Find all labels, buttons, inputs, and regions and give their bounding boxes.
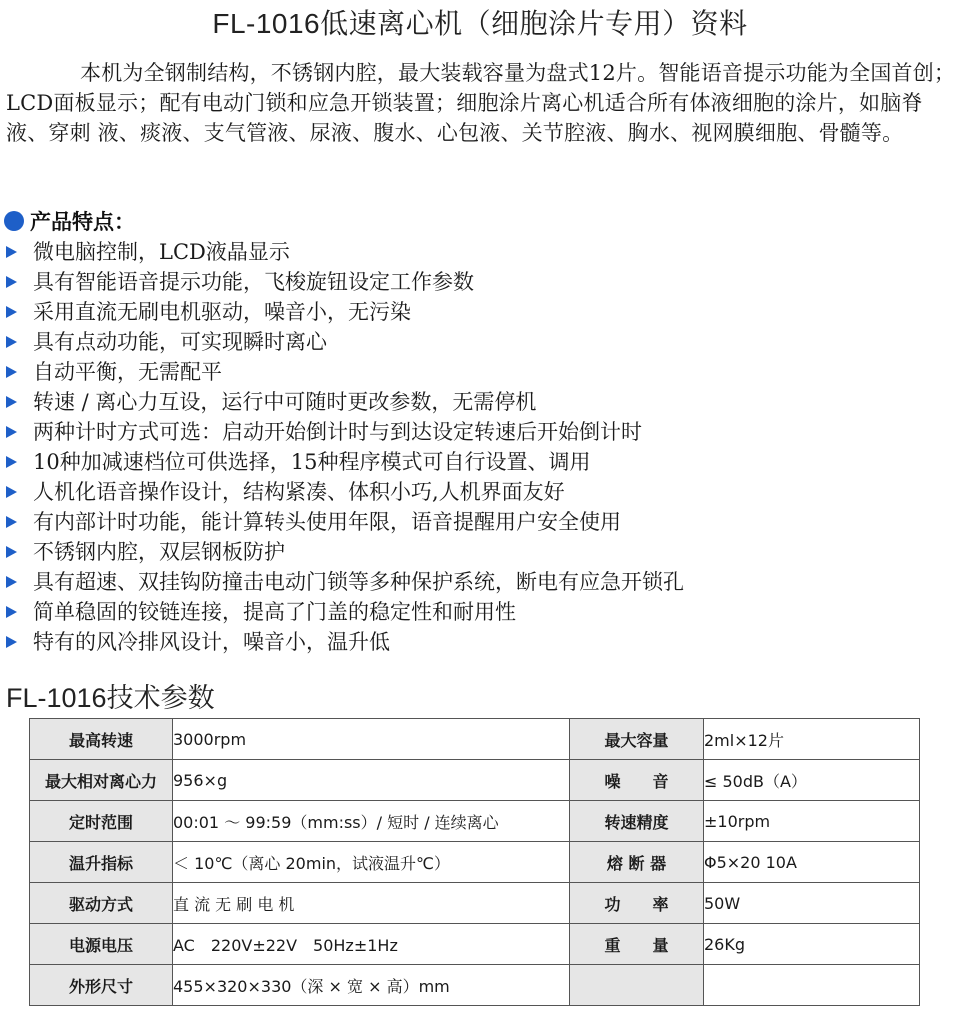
spec-label: 最大相对离心力 xyxy=(30,760,173,801)
feature-item xyxy=(4,237,684,267)
spec-label: 定时范围 xyxy=(30,801,173,842)
spec-label: 功 率 xyxy=(570,883,704,924)
feature-item xyxy=(4,627,684,657)
feature-item xyxy=(4,567,684,597)
spec-label: 外形尺寸 xyxy=(30,965,173,1006)
triangle-bullet-icon xyxy=(6,636,17,648)
feature-text: 具有超速、双挂钩防撞击电动门锁等多种保护系统，断电有应急开锁孔 xyxy=(33,570,684,594)
feature-item xyxy=(4,597,684,627)
feature-item xyxy=(4,297,684,327)
feature-text: 两种计时方式可选：启动开始倒计时与到达设定转速后开始倒计时 xyxy=(33,420,642,444)
feature-text: 具有点动功能，可实现瞬时离心 xyxy=(33,330,327,354)
spec-value: 26Kg xyxy=(704,924,920,965)
features-heading-label: 产品特点： xyxy=(30,210,135,234)
triangle-bullet-icon xyxy=(6,516,17,528)
feature-text: 微电脑控制，LCD液晶显示 xyxy=(33,240,290,264)
triangle-bullet-icon xyxy=(6,486,17,498)
table-row xyxy=(30,719,920,760)
spec-value: ＜ 10℃（离心 20min，试液温升℃） xyxy=(173,842,570,883)
table-row xyxy=(30,883,920,924)
feature-text: 自动平衡，无需配平 xyxy=(33,360,222,384)
spec-value: 956×g xyxy=(173,760,570,801)
triangle-bullet-icon xyxy=(6,546,17,558)
spec-value: AC 220V±22V 50Hz±1Hz xyxy=(173,924,570,965)
spec-value: 50W xyxy=(704,883,920,924)
spec-value: Φ5×20 10A xyxy=(704,842,920,883)
spec-value: 455×320×330（深 × 宽 × 高）mm xyxy=(173,965,570,1006)
table-row xyxy=(30,965,920,1006)
table-row xyxy=(30,801,920,842)
blue-dot-icon xyxy=(4,211,24,231)
spec-value: 2ml×12片 xyxy=(704,719,920,760)
feature-text: 转速 / 离心力互设，运行中可随时更改参数，无需停机 xyxy=(33,390,537,414)
spec-label: 重 量 xyxy=(570,924,704,965)
spec-value xyxy=(704,965,920,1006)
feature-text: 不锈钢内腔，双层钢板防护 xyxy=(33,540,285,564)
feature-item xyxy=(4,327,684,357)
spec-label: 电源电压 xyxy=(30,924,173,965)
triangle-bullet-icon xyxy=(6,426,17,438)
feature-text: 有内部计时功能，能计算转头使用年限，语音提醒用户安全使用 xyxy=(33,510,621,534)
feature-list xyxy=(4,237,684,657)
specs-table xyxy=(29,718,920,1006)
spec-label: 最高转速 xyxy=(30,719,173,760)
spec-label: 最大容量 xyxy=(570,719,704,760)
feature-item xyxy=(4,357,684,387)
spec-value: ±10rpm xyxy=(704,801,920,842)
spec-label xyxy=(570,965,704,1006)
triangle-bullet-icon xyxy=(6,306,17,318)
triangle-bullet-icon xyxy=(6,246,17,258)
spec-value: 3000rpm xyxy=(173,719,570,760)
spec-label: 温升指标 xyxy=(30,842,173,883)
feature-item xyxy=(4,417,684,447)
page-title: FL-1016低速离心机（细胞涂片专用）资料 xyxy=(212,8,748,39)
table-row xyxy=(30,924,920,965)
spec-value: 直 流 无 刷 电 机 xyxy=(173,883,570,924)
table-row xyxy=(30,760,920,801)
spec-label: 驱动方式 xyxy=(30,883,173,924)
spec-value: ≤ 50dB（A） xyxy=(704,760,920,801)
triangle-bullet-icon xyxy=(6,276,17,288)
feature-text: 人机化语音操作设计，结构紧凑、体积小巧,人机界面友好 xyxy=(33,480,565,504)
feature-item xyxy=(4,507,684,537)
feature-item xyxy=(4,387,684,417)
spec-label: 转速精度 xyxy=(570,801,704,842)
spec-label: 熔 断 器 xyxy=(570,842,704,883)
table-row xyxy=(30,842,920,883)
triangle-bullet-icon xyxy=(6,336,17,348)
feature-item xyxy=(4,267,684,297)
triangle-bullet-icon xyxy=(6,456,17,468)
feature-text: 具有智能语音提示功能，飞梭旋钮设定工作参数 xyxy=(33,270,474,294)
feature-item xyxy=(4,537,684,567)
feature-item xyxy=(4,447,684,477)
feature-text: 10种加减速档位可供选择，15种程序模式可自行设置、调用 xyxy=(33,450,591,474)
triangle-bullet-icon xyxy=(6,576,17,588)
feature-text: 简单稳固的铰链连接，提高了门盖的稳定性和耐用性 xyxy=(33,600,516,624)
triangle-bullet-icon xyxy=(6,366,17,378)
feature-text: 采用直流无刷电机驱动，噪音小，无污染 xyxy=(33,300,411,324)
features-heading xyxy=(4,206,135,236)
specs-title: FL-1016技术参数 xyxy=(6,683,215,713)
triangle-bullet-icon xyxy=(6,606,17,618)
feature-text: 特有的风冷排风设计，噪音小，温升低 xyxy=(33,630,390,654)
spec-value: 00:01 ～ 99:59（mm:ss）/ 短时 / 连续离心 xyxy=(173,801,570,842)
triangle-bullet-icon xyxy=(6,396,17,408)
spec-label: 噪 音 xyxy=(570,760,704,801)
intro-paragraph: 本机为全钢制结构，不锈钢内腔，最大装载容量为盘式12片。智能语音提示功能为全国首创；LCD面板显示；配有电动门锁和应急开锁装置；细胞涂片离心机适合所有体液细胞的涂片，如脑脊液、穿刺 液、痰液、支气管液、尿液、腹水、心包液、关节腔液、胸水、视网膜细胞、骨髓等。 xyxy=(6,61,956,145)
feature-item xyxy=(4,477,684,507)
